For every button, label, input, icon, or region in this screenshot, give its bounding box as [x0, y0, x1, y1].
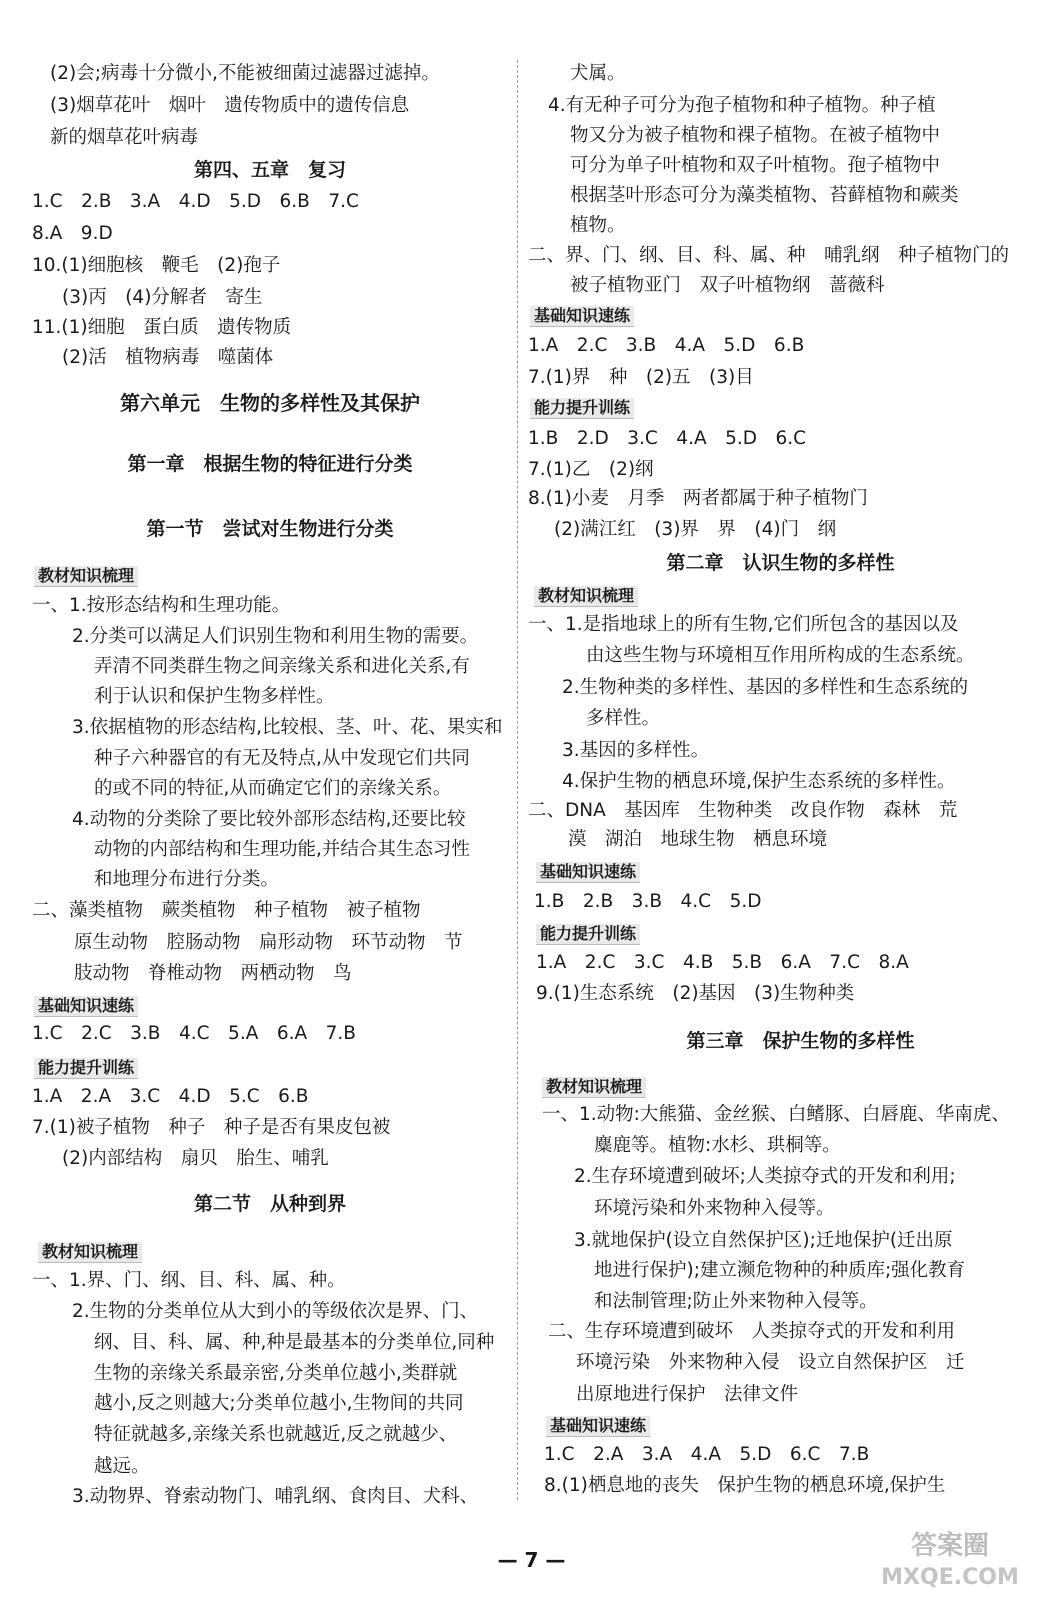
label-tag: 基础知识速练	[530, 306, 634, 327]
text-line: 4.有无种子可分为孢子植物和种子植物。种子植	[548, 95, 936, 116]
label-tag: 能力提升训练	[34, 1058, 138, 1079]
text-line: 犬属。	[570, 63, 626, 84]
text-line: 根据茎叶形态可分为藻类植物、苔藓植物和蕨类	[570, 185, 959, 206]
text-line: (3)烟草花叶 烟叶 遗传物质中的遗传信息	[50, 95, 410, 116]
watermark-logo	[855, 1522, 1045, 1592]
answer-line: (3)丙 (4)分解者 寄生	[62, 287, 263, 308]
text-line: 多样性。	[586, 708, 661, 729]
chapter-heading: 第二章 认识生物的多样性	[666, 552, 895, 574]
answer-line: 1.C 2.A 3.A 4.A 5.D 6.C 7.B	[544, 1444, 870, 1465]
text-line: 4.动物的分类除了要比较外部形态结构,还要比较	[72, 809, 466, 830]
chapter-heading: 第一章 根据生物的特征进行分类	[127, 453, 413, 475]
answer-line: 7.(1)乙 (2)纲	[528, 459, 654, 480]
text-line: 二、生存环境遭到破坏 人类掠夺式的开发和利用	[548, 1321, 956, 1342]
answer-line: 1.A 2.C 3.C 4.B 5.B 6.A 7.C 8.A	[536, 952, 909, 973]
section-heading: 第一节 尝试对生物进行分类	[146, 518, 394, 540]
text-line: 肢动物 脊椎动物 两栖动物 鸟	[74, 963, 352, 984]
answer-line: 11.(1)细胞 蛋白质 遗传物质	[32, 317, 292, 338]
label-tag: 教材知识梳理	[38, 1242, 142, 1263]
text-line: 纲、目、科、属、种,种是最基本的分类单位,同种	[94, 1332, 495, 1353]
text-line: 生物的亲缘关系最亲密,分类单位越小,类群就	[94, 1363, 458, 1384]
text-line: 3.基因的多样性。	[562, 740, 710, 761]
answer-line: 7.(1)被子植物 种子 种子是否有果皮包被	[32, 1117, 391, 1138]
text-line: 环境污染和外来物种入侵等。	[594, 1198, 835, 1219]
text-line: 越小,反之则越大;分类单位越小,生物间的共同	[94, 1393, 464, 1414]
text-line: 出原地进行保护 法律文件	[576, 1384, 799, 1405]
text-line: 地进行保护);建立濒危物种的种质库;强化教育	[594, 1260, 966, 1281]
text-line: 漠 湖泊 地球生物 栖息环境	[568, 829, 828, 850]
text-line: 麋鹿等。植物:水杉、珙桐等。	[594, 1135, 841, 1156]
text-line: 一、1.按形态结构和生理功能。	[32, 595, 291, 616]
section-heading: 第二节 从种到界	[193, 1193, 346, 1215]
answer-line: 8.(1)小麦 月季 两者都属于种子植物门	[528, 488, 868, 509]
answer-line: 8.(1)栖息地的丧失 保护生物的栖息环境,保护生	[544, 1475, 946, 1496]
text-line: 的或不同的特征,从而确定它们的亲缘关系。	[94, 778, 452, 799]
answer-line: 10.(1)细胞核 鞭毛 (2)孢子	[32, 255, 281, 276]
label-tag: 基础知识速练	[546, 1416, 650, 1437]
answer-line: 1.A 2.C 3.B 4.A 5.D 6.B	[528, 335, 805, 356]
text-line: 原生动物 腔肠动物 扁形动物 环节动物 节	[74, 932, 463, 953]
watermark-title: 答案圈	[910, 1531, 990, 1561]
answer-line: 8.A 9.D	[32, 223, 113, 244]
answer-line: 9.(1)生态系统 (2)基因 (3)生物种类	[536, 983, 855, 1004]
answer-line: (2)满江红 (3)界 界 (4)门 纲	[554, 519, 837, 540]
page-number: — 7 —	[497, 1548, 566, 1572]
text-line: 2.生物种类的多样性、基因的多样性和生态系统的	[562, 677, 969, 698]
text-line: 和法制管理;防止外来物种入侵等。	[594, 1291, 878, 1312]
text-line: 特征就越多,亲缘关系也就越近,反之就越少、	[94, 1424, 458, 1445]
answer-line: (2)内部结构 扇贝 胎生、哺乳	[62, 1148, 329, 1169]
text-line: 一、1.动物:大熊猫、金丝猴、白鳍豚、白唇鹿、华南虎、	[542, 1104, 1010, 1125]
text-line: 和地理分布进行分类。	[94, 869, 280, 890]
label-tag: 教材知识梳理	[34, 566, 138, 587]
text-line: 越远。	[94, 1456, 150, 1477]
label-tag: 能力提升训练	[530, 398, 634, 419]
text-line: 3.就地保护(设立自然保护区);迁地保护(迁出原	[574, 1230, 953, 1251]
answer-line: 1.B 2.B 3.B 4.C 5.D	[534, 891, 762, 912]
text-line: 新的烟草花叶病毒	[50, 127, 199, 148]
answer-line: 1.A 2.A 3.C 4.D 5.C 6.B	[32, 1086, 309, 1107]
text-line: 二、藻类植物 蕨类植物 种子植物 被子植物	[32, 900, 421, 921]
section-heading: 第四、五章 复习	[193, 159, 346, 181]
text-line: 4.保护生物的栖息环境,保护生态系统的多样性。	[562, 771, 956, 792]
answer-line: 7.(1)界 种 (2)五 (3)目	[528, 367, 754, 388]
text-line: 一、1.是指地球上的所有生物,它们所包含的基因以及	[528, 614, 959, 635]
label-tag: 基础知识速练	[34, 996, 138, 1017]
answer-line: 1.C 2.B 3.A 4.D 5.D 6.B 7.C	[32, 191, 359, 212]
text-line: 动物的内部结构和生理功能,并结合其生态习性	[94, 839, 470, 860]
label-tag: 基础知识速练	[536, 862, 640, 883]
text-line: 3.依据植物的形态结构,比较根、茎、叶、花、果实和	[72, 717, 503, 738]
answer-line: (2)活 植物病毒 噬菌体	[62, 347, 274, 368]
text-line: 二、DNA 基因库 生物种类 改良作物 森林 荒	[528, 800, 958, 821]
text-line: 弄清不同类群生物之间亲缘关系和进化关系,有	[94, 656, 470, 677]
text-line: 2.生物的分类单位从大到小的等级依次是界、门、	[72, 1301, 479, 1322]
text-line: 一、1.界、门、纲、目、科、属、种。	[32, 1270, 346, 1291]
text-line: 植物。	[570, 215, 626, 236]
answer-line: 1.B 2.D 3.C 4.A 5.D 6.C	[528, 428, 807, 449]
answer-line: 1.C 2.C 3.B 4.C 5.A 6.A 7.B	[32, 1023, 357, 1044]
text-line: 3.动物界、脊索动物门、哺乳纲、食肉目、犬科、	[72, 1486, 479, 1507]
text-line: 环境污染 外来物种入侵 设立自然保护区 迁	[576, 1352, 965, 1373]
text-line: 2.生存环境遭到破坏;人类掠夺式的开发和利用;	[574, 1166, 956, 1187]
text-line: 利于认识和保护生物多样性。	[94, 686, 335, 707]
chapter-heading: 第三章 保护生物的多样性	[686, 1030, 915, 1052]
text-line: 可分为单子叶植物和双子叶植物。孢子植物中	[570, 155, 941, 176]
watermark-site: MXQE.COM	[881, 1565, 1019, 1590]
text-line: 由这些生物与环境相互作用所构成的生态系统。	[586, 645, 975, 666]
column-divider	[517, 60, 518, 1500]
text-line: 物又分为被子植物和裸子植物。在被子植物中	[570, 125, 941, 146]
text-line: 二、界、门、纲、目、科、属、种 哺乳纲 种子植物门的	[528, 245, 1010, 266]
text-line: (2)会;病毒十分微小,不能被细菌过滤器过滤掉。	[50, 63, 440, 84]
label-tag: 教材知识梳理	[542, 1077, 646, 1098]
text-line: 被子植物亚门 双子叶植物纲 蔷薇科	[570, 275, 885, 296]
label-tag: 能力提升训练	[536, 924, 640, 945]
text-line: 2.分类可以满足人们识别生物和利用生物的需要。	[72, 626, 479, 647]
unit-heading: 第六单元 生物的多样性及其保护	[120, 391, 420, 415]
label-tag: 教材知识梳理	[534, 586, 638, 607]
text-line: 种子六种器官的有无及特点,从中发现它们共同	[94, 748, 470, 769]
